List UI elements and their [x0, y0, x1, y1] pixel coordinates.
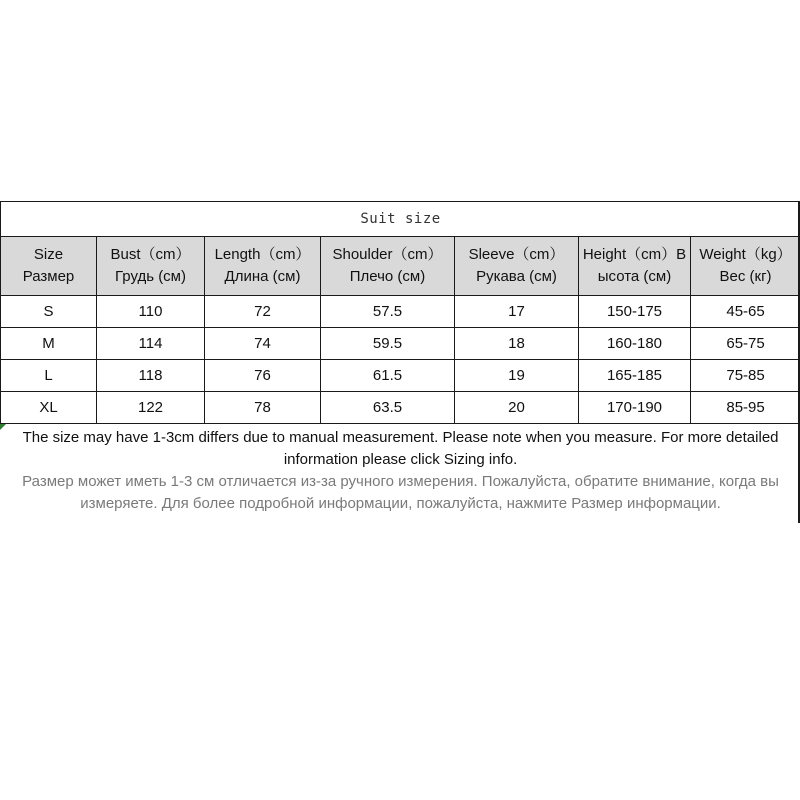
note-english: The size may have 1-3cm differs due to manual measurement. Please note when you measure. For more detailed information please click Sizing info.: [22, 429, 779, 468]
cell-height: 150-175: [579, 296, 691, 328]
header-sleeve-en: Sleeve（cm）: [468, 246, 565, 263]
cell-size: M: [1, 328, 97, 360]
cell-shoulder: 57.5: [321, 296, 455, 328]
table-title: Suit size: [1, 202, 800, 237]
cell-bust: 122: [97, 392, 205, 424]
note-row: [1, 424, 800, 516]
cell-size: S: [1, 296, 97, 328]
cell-sleeve: 18: [455, 328, 579, 360]
header-bust-en: Bust（cm）: [110, 246, 191, 263]
cell-length: 74: [205, 328, 321, 360]
cell-bust: 110: [97, 296, 205, 328]
table-row: [1, 296, 800, 328]
cell-shoulder: 61.5: [321, 360, 455, 392]
header-sleeve-ru: Рукава (см): [476, 268, 557, 285]
cell-weight: 65-75: [691, 328, 800, 360]
table-header-row: [1, 237, 800, 296]
header-size: [1, 237, 97, 296]
cell-height: 165-185: [579, 360, 691, 392]
table-row: [1, 328, 800, 360]
cell-bust: 118: [97, 360, 205, 392]
header-height-ru: ысота (см): [597, 268, 672, 285]
table-row: [1, 392, 800, 424]
cell-weight: 75-85: [691, 360, 800, 392]
header-sleeve: [455, 237, 579, 296]
cell-sleeve: 19: [455, 360, 579, 392]
size-note: [1, 424, 800, 516]
table-title-row: [1, 202, 800, 237]
header-weight: [691, 237, 800, 296]
header-shoulder-ru: Плечо (см): [349, 268, 426, 285]
cell-weight: 85-95: [691, 392, 800, 424]
cell-size: XL: [1, 392, 97, 424]
cell-weight: 45-65: [691, 296, 800, 328]
header-length-en: Length（cm）: [214, 246, 311, 263]
cell-height: 160-180: [579, 328, 691, 360]
header-size-ru: Размер: [22, 268, 75, 285]
header-shoulder-en: Shoulder（cm）: [332, 246, 443, 263]
header-weight-ru: Вес (кг): [719, 268, 772, 285]
cell-shoulder: 63.5: [321, 392, 455, 424]
header-weight-en: Weight（kg）: [699, 246, 792, 263]
cell-sleeve: 17: [455, 296, 579, 328]
header-height: [579, 237, 691, 296]
cell-length: 78: [205, 392, 321, 424]
header-length: [205, 237, 321, 296]
header-size-en: Size: [33, 246, 64, 263]
cell-length: 72: [205, 296, 321, 328]
note-russian: Размер может иметь 1-3 см отличается из-за ручного измерения. Пожалуйста, обратите внимание, когда вы измеряете. Для более подробной информации, пожалуйста, нажмите Размер информации.: [22, 473, 779, 512]
header-bust: [97, 237, 205, 296]
table-row: [1, 360, 800, 392]
size-table: [0, 201, 800, 515]
header-bust-ru: Грудь (см): [115, 268, 186, 285]
cell-bust: 114: [97, 328, 205, 360]
cell-length: 76: [205, 360, 321, 392]
cell-height: 170-190: [579, 392, 691, 424]
header-height-en: Height（cm）В: [582, 246, 687, 263]
header-length-ru: Длина (см): [224, 268, 301, 285]
header-shoulder: [321, 237, 455, 296]
corner-mark: [0, 424, 6, 430]
cell-size: L: [1, 360, 97, 392]
cell-sleeve: 20: [455, 392, 579, 424]
cell-shoulder: 59.5: [321, 328, 455, 360]
